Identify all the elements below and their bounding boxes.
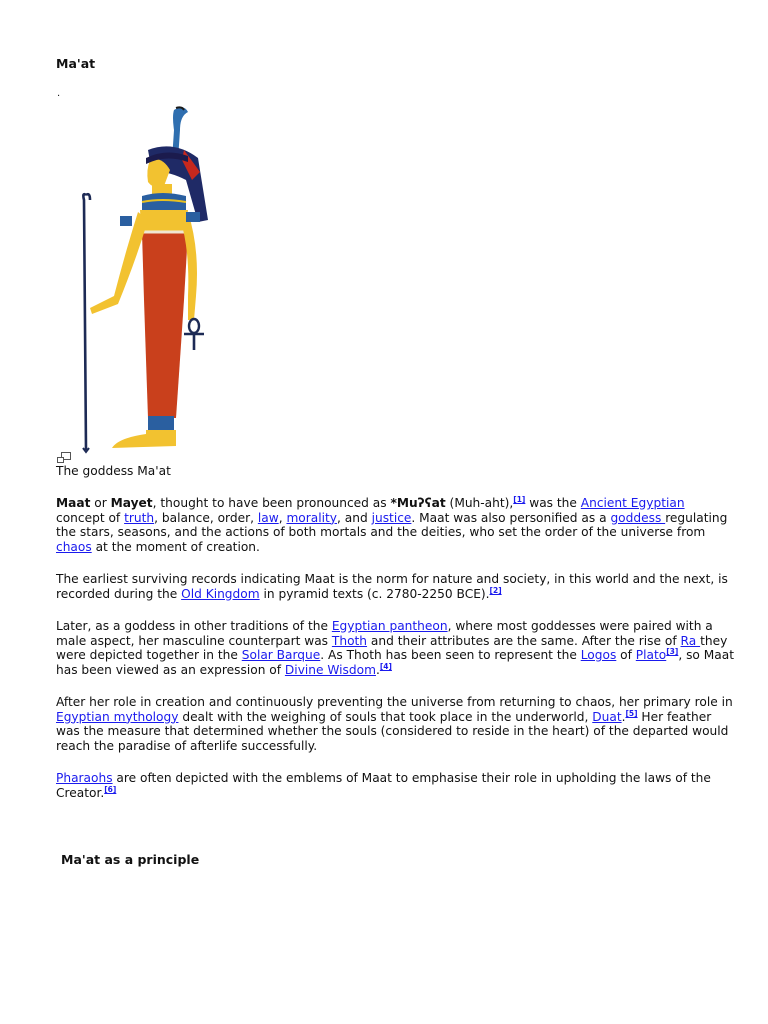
text: Her feather was the measure that determined whether the souls (considered to reside in the heart) of the departed would reach the paradise of afterlife successfully. bbox=[56, 709, 729, 753]
text: After her role in creation and continuously preventing the universe from returning to chaos, her primary role in bbox=[56, 695, 733, 709]
link-divine-wisdom[interactable]: Divine Wisdom bbox=[284, 662, 376, 677]
text: they were depicted together in the bbox=[56, 633, 728, 663]
maat-figure-image bbox=[76, 100, 216, 456]
link-egyptian-pantheon[interactable]: Egyptian pantheon bbox=[331, 619, 448, 633]
link-plato[interactable]: Plato bbox=[635, 648, 667, 663]
term-mayet: Mayet bbox=[110, 496, 153, 510]
link-egyptian-mythology[interactable]: Egyptian mythology bbox=[56, 709, 179, 724]
link-justice[interactable]: justice bbox=[371, 510, 412, 525]
text: . As Thoth has been seen to represent the bbox=[320, 648, 581, 663]
link-ra[interactable]: Ra bbox=[680, 633, 701, 648]
text: , and bbox=[337, 510, 372, 525]
ref-3-link[interactable]: [3] bbox=[666, 647, 679, 657]
link-thoth[interactable]: Thoth bbox=[331, 633, 368, 648]
text: (Muh-aht), bbox=[445, 496, 514, 510]
enlarge-icon[interactable] bbox=[57, 452, 71, 464]
text: . Maat was also personified as a bbox=[411, 510, 611, 525]
link-chaos[interactable]: chaos bbox=[56, 539, 92, 554]
link-ancient-egyptian[interactable]: Ancient Egyptian bbox=[580, 496, 685, 510]
figure-caption: The goddess Ma'at bbox=[56, 464, 171, 478]
text: The earliest surviving records indicating Maat is the norm for nature and society, in this world and the next, is recorded during the bbox=[56, 572, 728, 601]
link-truth[interactable]: truth bbox=[124, 510, 155, 525]
text: was the bbox=[525, 496, 581, 510]
link-pharaohs[interactable]: Pharaohs bbox=[56, 771, 113, 785]
text: concept of bbox=[56, 510, 125, 525]
paragraph-mythology bbox=[56, 695, 736, 753]
paragraph-pharaohs bbox=[56, 771, 736, 800]
term-maat: Maat bbox=[56, 496, 91, 510]
ref-2-link[interactable]: [2] bbox=[489, 585, 502, 595]
text: are often depicted with the emblems of Maat to emphasise their role in upholding the laws of the Creator. bbox=[56, 771, 711, 800]
text: . bbox=[375, 662, 380, 677]
text: , thought to have been pronounced as bbox=[152, 496, 391, 510]
ref-5-link[interactable]: [5] bbox=[625, 708, 638, 718]
text: or bbox=[90, 496, 111, 510]
text: and their attributes are the same. After the rise of bbox=[367, 633, 681, 648]
text: . bbox=[621, 709, 626, 724]
text: at the moment of creation. bbox=[91, 539, 260, 554]
link-morality[interactable]: morality bbox=[286, 510, 338, 525]
text: , bbox=[278, 510, 287, 525]
ref-6-link[interactable]: [6] bbox=[104, 784, 117, 794]
text: , so Maat has been viewed as an expression of bbox=[56, 648, 734, 677]
link-goddess[interactable]: goddess bbox=[610, 510, 666, 525]
section-heading: Ma'at as a principle bbox=[61, 852, 200, 867]
text: dealt with the weighing of souls that took place in the underworld, bbox=[178, 709, 593, 724]
link-old-kingdom[interactable]: Old Kingdom bbox=[181, 586, 260, 601]
link-logos[interactable]: Logos bbox=[580, 648, 617, 663]
text: regulating the stars, seasons, and the actions of both mortals and the deities, who set the order of the universe from bbox=[56, 510, 728, 540]
link-solar-barque[interactable]: Solar Barque bbox=[241, 648, 321, 663]
text: in pyramid texts (c. 2780-2250 BCE). bbox=[259, 586, 490, 601]
text: Later, as a goddess in other traditions of the bbox=[56, 619, 332, 633]
page-title: Ma'at bbox=[56, 56, 96, 71]
ref-4-link[interactable]: [4] bbox=[379, 661, 392, 671]
text: , balance, order, bbox=[154, 510, 258, 525]
pronunciation: *Muʔʕat bbox=[390, 496, 446, 510]
text: , where most goddesses were paired with a male aspect, her masculine counterpart was bbox=[56, 619, 713, 648]
link-duat[interactable]: Duat bbox=[592, 709, 622, 724]
text: of bbox=[616, 648, 636, 663]
dot-marker: . bbox=[57, 88, 61, 99]
paragraph-pantheon bbox=[56, 619, 736, 677]
ref-1-link[interactable]: [1] bbox=[513, 494, 526, 504]
paragraph-origins bbox=[56, 572, 736, 601]
paragraph-intro bbox=[56, 496, 736, 554]
link-law[interactable]: law bbox=[257, 510, 279, 525]
